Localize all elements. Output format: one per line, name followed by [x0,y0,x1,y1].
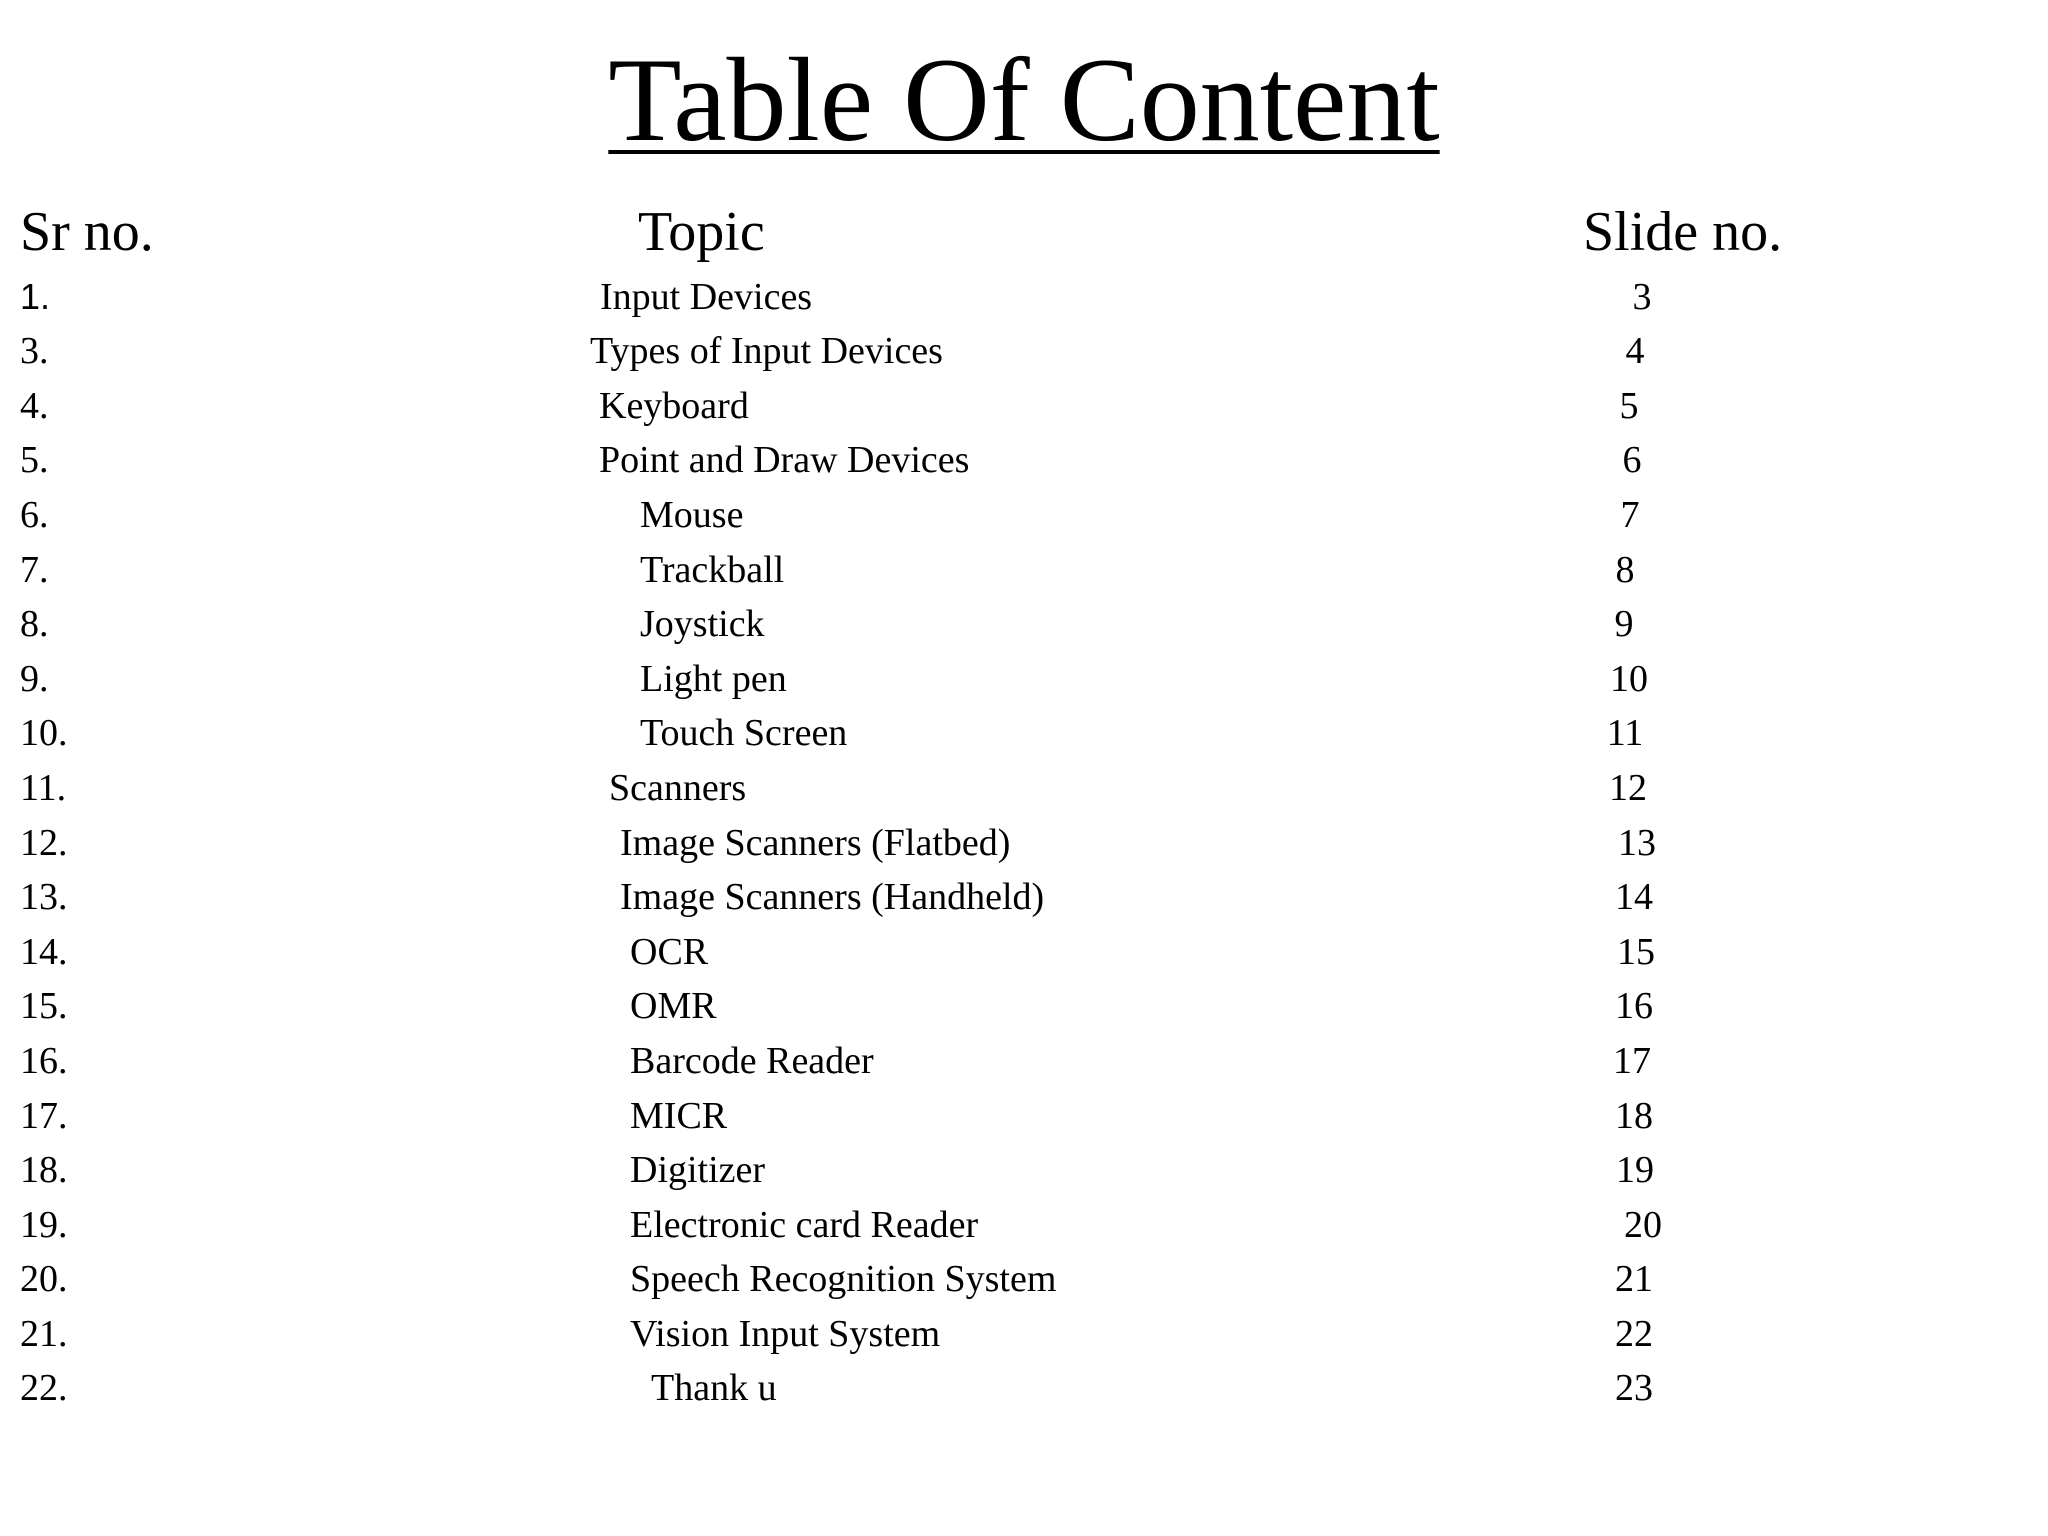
row-topic: Mouse [640,494,744,536]
row-topic: Light pen [640,658,787,700]
row-sr-no: 10. [20,712,68,754]
row-slide-no: 20 [1624,1204,1662,1246]
toc-row [0,706,2048,760]
row-topic: OMR [630,985,717,1027]
row-slide-no: 19 [1616,1149,1654,1191]
toc-row [0,925,2048,979]
row-topic: MICR [630,1095,728,1137]
row-sr-no: 18. [20,1149,68,1191]
row-topic: Image Scanners (Handheld) [620,876,1045,918]
row-sr-no: 19. [20,1204,68,1246]
row-topic: Thank u [651,1367,777,1409]
toc-row [0,1252,2048,1306]
row-slide-no: 8 [1615,549,1635,591]
toc-row [0,379,2048,433]
row-topic: Image Scanners (Flatbed) [620,822,1011,864]
row-topic: Speech Recognition System [630,1258,1057,1300]
toc-row [0,597,2048,651]
row-sr-no: 4. [20,385,49,427]
row-sr-no: 15. [20,985,68,1027]
row-sr-no: 3. [20,330,49,372]
row-topic: Digitizer [630,1149,766,1191]
row-topic: Electronic card Reader [630,1204,979,1246]
row-sr-no: 1. [20,276,51,317]
row-sr-no: 7. [20,549,49,591]
toc-row [0,433,2048,487]
toc-row [0,1143,2048,1197]
page-title [0,30,2048,170]
row-slide-no: 5 [1619,385,1639,427]
toc-row [0,324,2048,378]
toc-row [0,1198,2048,1252]
row-topic: Joystick [640,603,765,645]
row-sr-no: 21. [20,1313,68,1355]
toc-row [0,761,2048,815]
row-sr-no: 22. [20,1367,68,1409]
row-topic: Scanners [609,767,747,809]
row-topic: Types of Input Devices [590,330,943,372]
toc-row [0,1089,2048,1143]
row-topic: OCR [630,931,709,973]
row-slide-no: 16 [1615,985,1653,1027]
row-slide-no: 18 [1615,1095,1653,1137]
column-header-sr-no: Sr no. [20,201,154,263]
row-slide-no: 11 [1606,712,1644,754]
row-slide-no: 12 [1609,767,1647,809]
toc-row [0,543,2048,597]
row-slide-no: 17 [1613,1040,1651,1082]
row-slide-no: 22 [1615,1313,1653,1355]
row-sr-no: 20. [20,1258,68,1300]
row-sr-no: 6. [20,494,49,536]
row-topic: Trackball [640,549,785,591]
toc-row [0,488,2048,542]
toc-row [0,979,2048,1033]
row-sr-no: 17. [20,1095,68,1137]
page-title-text: Table Of Content [608,33,1440,166]
column-header-topic: Topic [638,201,765,263]
row-sr-no: 5. [20,439,49,481]
row-sr-no: 11. [20,767,67,809]
toc-row [0,1307,2048,1361]
row-slide-no: 4 [1625,330,1645,372]
row-slide-no: 15 [1617,931,1655,973]
row-sr-no: 8. [20,603,49,645]
row-sr-no: 14. [20,931,68,973]
row-slide-no: 3 [1632,276,1652,318]
toc-row [0,1034,2048,1088]
row-slide-no: 9 [1614,603,1634,645]
row-topic: Point and Draw Devices [599,439,970,481]
toc-row [0,652,2048,706]
row-slide-no: 6 [1622,439,1642,481]
toc-row [0,870,2048,924]
row-slide-no: 10 [1610,658,1648,700]
row-topic: Keyboard [599,385,749,427]
row-topic: Touch Screen [640,712,848,754]
row-sr-no: 13. [20,876,68,918]
column-header-slide-no: Slide no. [1583,201,1783,263]
row-slide-no: 13 [1618,822,1656,864]
row-slide-no: 7 [1620,494,1640,536]
row-topic: Input Devices [600,276,813,318]
row-slide-no: 21 [1615,1258,1653,1300]
row-sr-no: 9. [20,658,49,700]
row-sr-no: 16. [20,1040,68,1082]
toc-row [0,816,2048,870]
toc-row [0,270,2048,324]
toc-row [0,1361,2048,1415]
row-sr-no: 12. [20,822,68,864]
row-slide-no: 14 [1615,876,1653,918]
row-topic: Barcode Reader [630,1040,874,1082]
row-topic: Vision Input System [630,1313,941,1355]
row-slide-no: 23 [1615,1367,1653,1409]
